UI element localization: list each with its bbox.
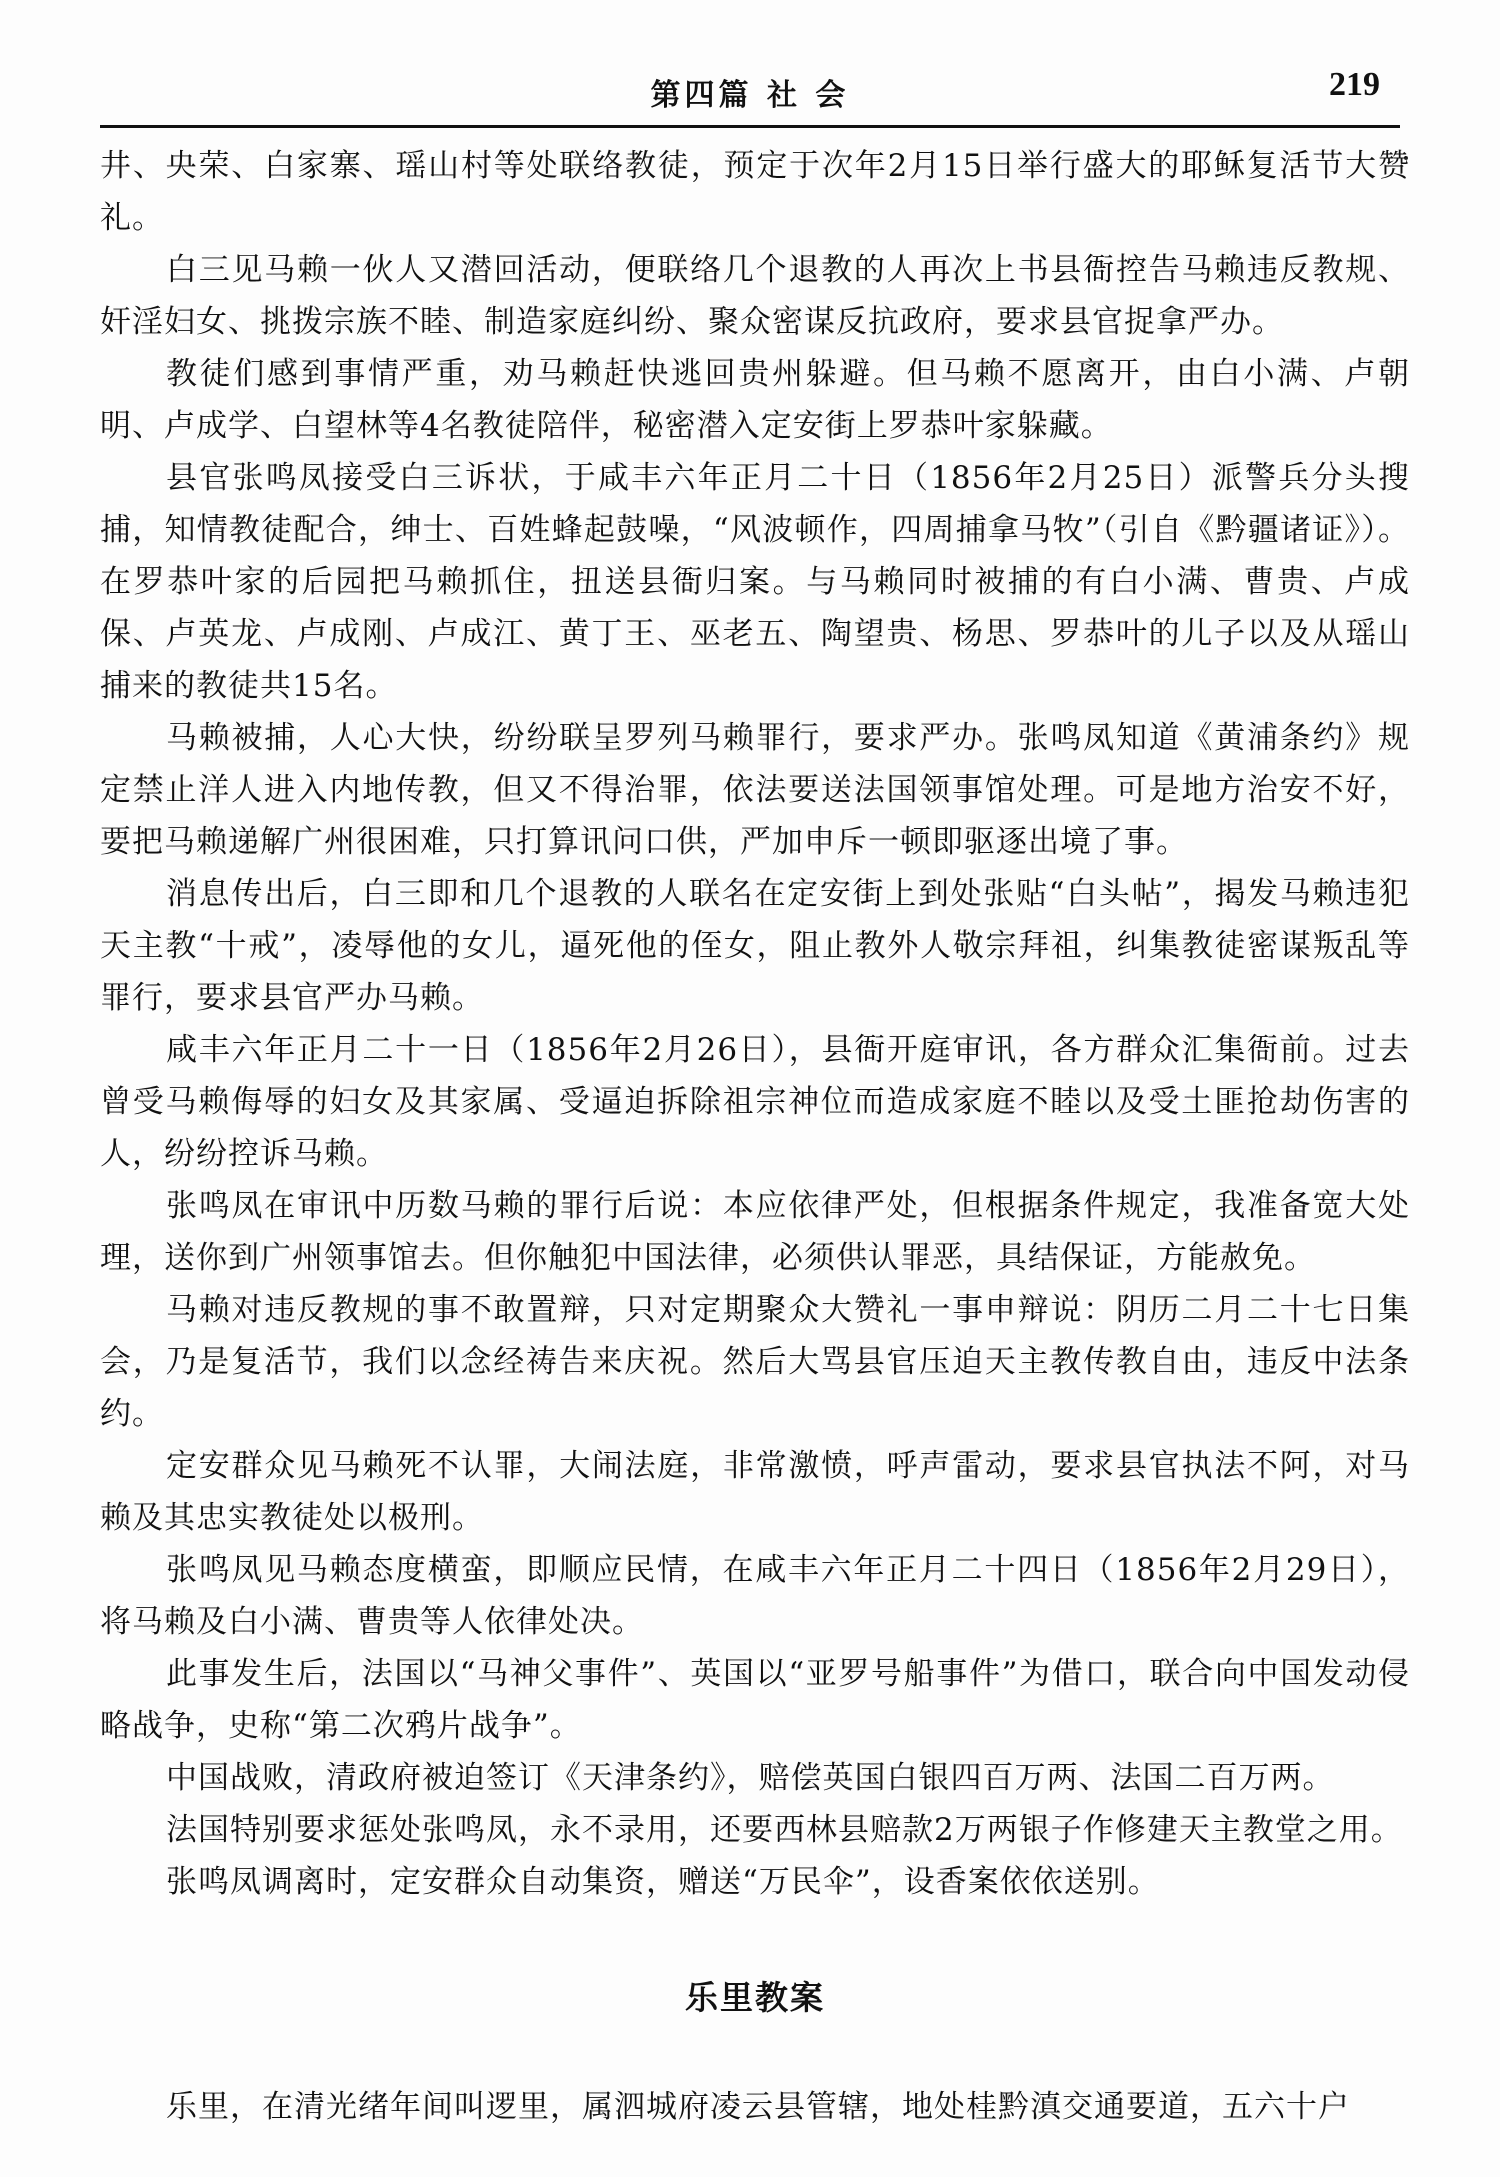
running-head-section-title: 第四篇 社 会 (650, 78, 850, 113)
paragraph: 消息传出后，白三即和几个退教的人联名在定安街上到处张贴“白头帖”，揭发马赖违犯天主教“十戒”，凌辱他的女儿，逼死他的侄女，阻止教外人敬宗拜祖，纠集教徒密谋叛乱等罪行，要求县官严办马赖。 (100, 876, 1410, 1016)
paragraph: 教徒们感到事情严重，劝马赖赶快逃回贵州躲避。但马赖不愿离开，由白小满、卢朝明、卢成学、白望林等4名教徒陪伴，秘密潜入定安街上罗恭叶家躲藏。 (100, 356, 1410, 444)
running-head (100, 62, 1400, 122)
paragraph: 张鸣凤见马赖态度横蛮，即顺应民情，在咸丰六年正月二十四日（1856年2月29日），将马赖及白小满、曹贵等人依律处决。 (100, 1552, 1410, 1640)
paragraph-new-section: 乐里，在清光绪年间叫逻里，属泗城府凌云县管辖，地处桂黔滇交通要道，五六十户 (166, 2089, 1350, 2125)
paragraph: 县官张鸣凤接受白三诉状，于咸丰六年正月二十日（1856年2月25日）派警兵分头搜捕，知情教徒配合，绅士、百姓蜂起鼓噪，“风波顿作，四周捕拿马牧”（引自《黔疆诸证》）。在罗恭叶家的后园把马赖抓住，扭送县衙归案。与马赖同时被捕的有白小满、曹贵、卢成保、卢英龙、卢成刚、卢成江、黄丁王、巫老五、陶望贵、杨思、罗恭叶的儿子以及从瑶山捕来的教徒共15名。 (100, 460, 1410, 704)
body-text (100, 140, 1410, 2133)
paragraph: 定安群众见马赖死不认罪，大闹法庭，非常激愤，呼声雷动，要求县官执法不阿，对马赖及其忠实教徒处以极刑。 (100, 1448, 1410, 1536)
paragraph: 马赖被捕，人心大快，纷纷联呈罗列马赖罪行，要求严办。张鸣凤知道《黄浦条约》规定禁止洋人进入内地传教，但又不得治罪，依法要送法国领事馆处理。可是地方治安不好，要把马赖递解广州很困难，只打算讯问口供，严加申斥一顿即驱逐出境了事。 (100, 720, 1410, 860)
page-number: 219 (1329, 66, 1380, 103)
paragraph: 咸丰六年正月二十一日（1856年2月26日），县衙开庭审讯，各方群众汇集衙前。过去曾受马赖侮辱的妇女及其家属、受逼迫拆除祖宗神位而造成家庭不睦以及受土匪抢劫伤害的人，纷纷控诉马赖。 (100, 1032, 1410, 1172)
paragraph-continued: 井、央荣、白家寨、瑶山村等处联络教徒，预定于次年2月15日举行盛大的耶稣复活节大赞礼。 (100, 148, 1410, 236)
paragraph: 马赖对违反教规的事不敢置辩，只对定期聚众大赞礼一事申辩说：阴历二月二十七日集会，乃是复活节，我们以念经祷告来庆祝。然后大骂县官压迫天主教传教自由，违反中法条约。 (100, 1292, 1410, 1432)
header-rule (100, 125, 1400, 128)
paragraph: 中国战败，清政府被迫签订《天津条约》，赔偿英国白银四百万两、法国二百万两。 (166, 1760, 1335, 1796)
paragraph: 张鸣凤在审讯中历数马赖的罪行后说：本应依律严处，但根据条件规定，我准备宽大处理，送你到广州领事馆去。但你触犯中国法律，必须供认罪恶，具结保证，方能赦免。 (100, 1188, 1410, 1276)
section-heading: 乐里教案 (685, 1978, 825, 2017)
paragraph: 法国特别要求惩处张鸣凤，永不录用，还要西林县赔款2万两银子作修建天主教堂之用。 (166, 1812, 1403, 1848)
paragraph: 白三见马赖一伙人又潜回活动，便联络几个退教的人再次上书县衙控告马赖违反教规、奸淫妇女、挑拨宗族不睦、制造家庭纠纷、聚众密谋反抗政府，要求县官捉拿严办。 (100, 252, 1410, 340)
paragraph: 张鸣凤调离时，定安群众自动集资，赠送“万民伞”，设香案依依送别。 (166, 1864, 1160, 1900)
paragraph: 此事发生后，法国以“马神父事件”、英国以“亚罗号船事件”为借口，联合向中国发动侵略战争，史称“第二次鸦片战争”。 (100, 1656, 1410, 1744)
